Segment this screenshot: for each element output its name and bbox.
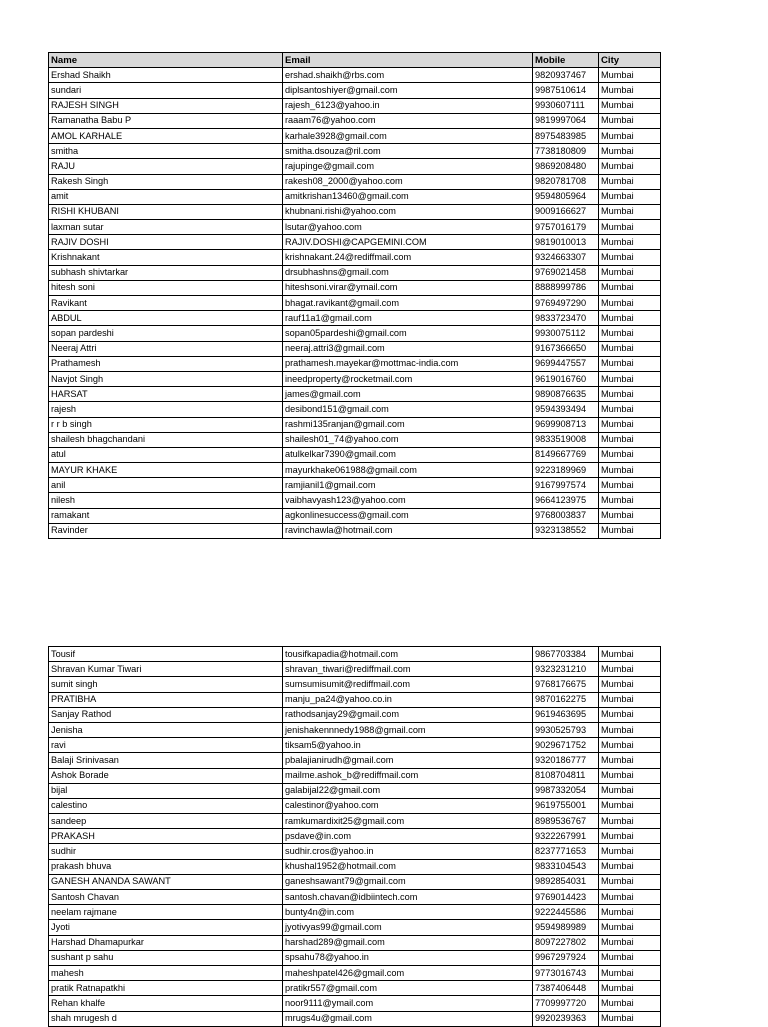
table-row [49, 402, 661, 417]
cell-city: Mumbai [599, 463, 661, 478]
cell-email: ramjianil1@gmail.com [283, 478, 533, 493]
cell-mobile: 9930075112 [533, 326, 599, 341]
cell-name: RISHI KHUBANI [49, 204, 283, 219]
contacts-table-2 [48, 646, 661, 1027]
table-row [49, 371, 661, 386]
cell-city: Mumbai [599, 402, 661, 417]
cell-city: Mumbai [599, 1011, 661, 1026]
cell-name: Balaji Srinivasan [49, 753, 283, 768]
cell-name: ravi [49, 738, 283, 753]
table-row [49, 250, 661, 265]
cell-email: agkonlinesuccess@gmail.com [283, 508, 533, 523]
cell-mobile: 9664123975 [533, 493, 599, 508]
cell-email: james@gmail.com [283, 387, 533, 402]
cell-mobile: 8975483985 [533, 128, 599, 143]
cell-name: RAJU [49, 159, 283, 174]
cell-email: rajesh_6123@yahoo.in [283, 98, 533, 113]
cell-mobile: 9987332054 [533, 783, 599, 798]
cell-city: Mumbai [599, 174, 661, 189]
cell-name: neelam rajmane [49, 905, 283, 920]
cell-email: maheshpatel426@gmail.com [283, 965, 533, 980]
cell-mobile: 9619755001 [533, 798, 599, 813]
table-row [49, 798, 661, 813]
cell-city: Mumbai [599, 144, 661, 159]
cell-mobile: 8237771653 [533, 844, 599, 859]
cell-mobile: 9029671752 [533, 738, 599, 753]
cell-email: ravinchawla@hotmail.com [283, 523, 533, 538]
table-row [49, 662, 661, 677]
cell-city: Mumbai [599, 753, 661, 768]
cell-mobile: 9594393494 [533, 402, 599, 417]
cell-name: sumit singh [49, 677, 283, 692]
cell-mobile: 9892854031 [533, 874, 599, 889]
cell-mobile: 8108704811 [533, 768, 599, 783]
cell-name: RAJIV DOSHI [49, 235, 283, 250]
cell-email: sumsumisumit@rediffmail.com [283, 677, 533, 692]
cell-email: krishnakant.24@rediffmail.com [283, 250, 533, 265]
cell-email: karhale3928@gmail.com [283, 128, 533, 143]
table-row [49, 965, 661, 980]
cell-name: Tousif [49, 647, 283, 662]
cell-city: Mumbai [599, 341, 661, 356]
cell-mobile: 9323231210 [533, 662, 599, 677]
cell-email: vaibhavyash123@yahoo.com [283, 493, 533, 508]
table-row [49, 447, 661, 462]
cell-email: jyotivyas99@gmail.com [283, 920, 533, 935]
cell-mobile: 9819010013 [533, 235, 599, 250]
cell-city: Mumbai [599, 189, 661, 204]
cell-name: MAYUR KHAKE [49, 463, 283, 478]
table-row [49, 783, 661, 798]
table-row [49, 432, 661, 447]
cell-mobile: 9768003837 [533, 508, 599, 523]
cell-mobile: 9324663307 [533, 250, 599, 265]
cell-mobile: 9699908713 [533, 417, 599, 432]
table-row [49, 768, 661, 783]
cell-email: RAJIV.DOSHI@CAPGEMINI.COM [283, 235, 533, 250]
table-row [49, 890, 661, 905]
cell-city: Mumbai [599, 417, 661, 432]
table-row [49, 68, 661, 83]
cell-mobile: 9967297924 [533, 950, 599, 965]
cell-name: Prathamesh [49, 356, 283, 371]
cell-email: rashmi135ranjan@gmail.com [283, 417, 533, 432]
cell-city: Mumbai [599, 692, 661, 707]
cell-name: HARSAT [49, 387, 283, 402]
cell-city: Mumbai [599, 768, 661, 783]
cell-mobile: 9820937467 [533, 68, 599, 83]
table-row [49, 859, 661, 874]
cell-email: diplsantoshiyer@gmail.com [283, 83, 533, 98]
cell-mobile: 9870162275 [533, 692, 599, 707]
cell-mobile: 9920239363 [533, 1011, 599, 1026]
cell-mobile: 9769021458 [533, 265, 599, 280]
cell-email: tiksam5@yahoo.in [283, 738, 533, 753]
cell-name: PRATIBHA [49, 692, 283, 707]
cell-email: ineedproperty@rocketmail.com [283, 371, 533, 386]
cell-city: Mumbai [599, 265, 661, 280]
cell-mobile: 9699447557 [533, 356, 599, 371]
cell-mobile: 8149667769 [533, 447, 599, 462]
cell-mobile: 9769014423 [533, 890, 599, 905]
cell-mobile: 9833104543 [533, 859, 599, 874]
cell-city: Mumbai [599, 965, 661, 980]
cell-city: Mumbai [599, 874, 661, 889]
table-row [49, 235, 661, 250]
cell-city: Mumbai [599, 647, 661, 662]
cell-city: Mumbai [599, 905, 661, 920]
cell-email: pratikr557@gmail.com [283, 981, 533, 996]
cell-mobile: 9819997064 [533, 113, 599, 128]
cell-city: Mumbai [599, 859, 661, 874]
cell-name: Ravikant [49, 296, 283, 311]
table-row [49, 98, 661, 113]
table-row [49, 508, 661, 523]
cell-mobile: 7709997720 [533, 996, 599, 1011]
table-row [49, 356, 661, 371]
table-row [49, 311, 661, 326]
table-row [49, 189, 661, 204]
cell-email: desibond151@gmail.com [283, 402, 533, 417]
cell-email: tousifkapadia@hotmail.com [283, 647, 533, 662]
cell-email: rauf11a1@gmail.com [283, 311, 533, 326]
cell-name: anil [49, 478, 283, 493]
cell-email: harshad289@gmail.com [283, 935, 533, 950]
cell-name: Neeraj Attri [49, 341, 283, 356]
cell-city: Mumbai [599, 326, 661, 341]
cell-city: Mumbai [599, 950, 661, 965]
table-row [49, 647, 661, 662]
cell-name: Ravinder [49, 523, 283, 538]
cell-name: sundari [49, 83, 283, 98]
cell-mobile: 8989536767 [533, 814, 599, 829]
cell-city: Mumbai [599, 783, 661, 798]
cell-email: ganeshsawant79@gmail.com [283, 874, 533, 889]
cell-email: ershad.shaikh@rbs.com [283, 68, 533, 83]
table-row [49, 128, 661, 143]
table-row [49, 874, 661, 889]
cell-city: Mumbai [599, 707, 661, 722]
cell-email: raaam76@yahoo.com [283, 113, 533, 128]
cell-city: Mumbai [599, 250, 661, 265]
cell-name: Harshad Dhamapurkar [49, 935, 283, 950]
table-row [49, 113, 661, 128]
cell-mobile: 9757016179 [533, 220, 599, 235]
cell-name: Navjot Singh [49, 371, 283, 386]
cell-name: RAJESH SINGH [49, 98, 283, 113]
cell-name: atul [49, 447, 283, 462]
cell-email: drsubhashns@gmail.com [283, 265, 533, 280]
cell-name: mahesh [49, 965, 283, 980]
cell-mobile: 9619463695 [533, 707, 599, 722]
cell-email: santosh.chavan@idbiintech.com [283, 890, 533, 905]
cell-city: Mumbai [599, 478, 661, 493]
cell-city: Mumbai [599, 844, 661, 859]
cell-email: atulkelkar7390@gmail.com [283, 447, 533, 462]
table-row [49, 159, 661, 174]
cell-city: Mumbai [599, 662, 661, 677]
table-row [49, 753, 661, 768]
table-row [49, 326, 661, 341]
cell-city: Mumbai [599, 356, 661, 371]
cell-name: Santosh Chavan [49, 890, 283, 905]
cell-name: Jyoti [49, 920, 283, 935]
cell-mobile: 8888999786 [533, 280, 599, 295]
cell-email: pbalajianirudh@gmail.com [283, 753, 533, 768]
cell-city: Mumbai [599, 508, 661, 523]
table-row [49, 523, 661, 538]
cell-email: mayurkhake061988@gmail.com [283, 463, 533, 478]
cell-name: rajesh [49, 402, 283, 417]
cell-mobile: 9167366650 [533, 341, 599, 356]
cell-name: bijal [49, 783, 283, 798]
cell-name: laxman sutar [49, 220, 283, 235]
cell-name: subhash shivtarkar [49, 265, 283, 280]
cell-city: Mumbai [599, 159, 661, 174]
cell-city: Mumbai [599, 68, 661, 83]
cell-city: Mumbai [599, 829, 661, 844]
cell-email: noor9111@ymail.com [283, 996, 533, 1011]
cell-city: Mumbai [599, 996, 661, 1011]
cell-name: sushant p sahu [49, 950, 283, 965]
cell-name: ramakant [49, 508, 283, 523]
cell-mobile: 9769497290 [533, 296, 599, 311]
cell-email: manju_pa24@yahoo.co.in [283, 692, 533, 707]
cell-name: ABDUL [49, 311, 283, 326]
table-row [49, 920, 661, 935]
cell-email: rathodsanjay29@gmail.com [283, 707, 533, 722]
cell-name: sopan pardeshi [49, 326, 283, 341]
cell-mobile: 9930607111 [533, 98, 599, 113]
cell-mobile: 9009166627 [533, 204, 599, 219]
cell-name: AMOL KARHALE [49, 128, 283, 143]
cell-name: GANESH ANANDA SAWANT [49, 874, 283, 889]
contacts-table-1 [48, 52, 661, 539]
cell-email: mailme.ashok_b@rediffmail.com [283, 768, 533, 783]
cell-email: shravan_tiwari@rediffmail.com [283, 662, 533, 677]
cell-email: shailesh01_74@yahoo.com [283, 432, 533, 447]
cell-name: Ershad Shaikh [49, 68, 283, 83]
cell-name: Krishnakant [49, 250, 283, 265]
table-row [49, 478, 661, 493]
table-row [49, 463, 661, 478]
cell-mobile: 9930525793 [533, 722, 599, 737]
table-row [49, 905, 661, 920]
cell-mobile: 9320186777 [533, 753, 599, 768]
cell-mobile: 8097227802 [533, 935, 599, 950]
table-row [49, 722, 661, 737]
cell-city: Mumbai [599, 387, 661, 402]
cell-name: calestino [49, 798, 283, 813]
table-row [49, 174, 661, 189]
cell-email: smitha.dsouza@ril.com [283, 144, 533, 159]
table-row [49, 220, 661, 235]
cell-mobile: 9222445586 [533, 905, 599, 920]
cell-name: Sanjay Rathod [49, 707, 283, 722]
cell-mobile: 9890876635 [533, 387, 599, 402]
cell-name: prakash bhuva [49, 859, 283, 874]
cell-name: nilesh [49, 493, 283, 508]
cell-city: Mumbai [599, 722, 661, 737]
cell-mobile: 9867703384 [533, 647, 599, 662]
cell-city: Mumbai [599, 83, 661, 98]
cell-email: lsutar@yahoo.com [283, 220, 533, 235]
cell-email: jenishakennnedy1988@gmail.com [283, 722, 533, 737]
cell-mobile: 9167997574 [533, 478, 599, 493]
cell-city: Mumbai [599, 677, 661, 692]
table-row [49, 144, 661, 159]
cell-name: Rehan khalfe [49, 996, 283, 1011]
cell-mobile: 9820781708 [533, 174, 599, 189]
cell-city: Mumbai [599, 280, 661, 295]
cell-city: Mumbai [599, 235, 661, 250]
cell-email: rajupinge@gmail.com [283, 159, 533, 174]
cell-city: Mumbai [599, 98, 661, 113]
table-row [49, 707, 661, 722]
cell-city: Mumbai [599, 220, 661, 235]
cell-email: hiteshsoni.virar@ymail.com [283, 280, 533, 295]
table-row [49, 981, 661, 996]
cell-email: prathamesh.mayekar@mottmac-india.com [283, 356, 533, 371]
cell-name: pratik Ratnapatkhi [49, 981, 283, 996]
cell-email: mrugs4u@gmail.com [283, 1011, 533, 1026]
table-row [49, 950, 661, 965]
cell-city: Mumbai [599, 204, 661, 219]
table-row [49, 280, 661, 295]
cell-name: Shravan Kumar Tiwari [49, 662, 283, 677]
cell-city: Mumbai [599, 981, 661, 996]
cell-mobile: 9594805964 [533, 189, 599, 204]
cell-email: sopan05pardeshi@gmail.com [283, 326, 533, 341]
cell-name: PRAKASH [49, 829, 283, 844]
cell-city: Mumbai [599, 447, 661, 462]
cell-email: psdave@in.com [283, 829, 533, 844]
cell-email: sudhir.cros@yahoo.in [283, 844, 533, 859]
cell-mobile: 9833723470 [533, 311, 599, 326]
cell-mobile: 9773016743 [533, 965, 599, 980]
cell-email: amitkrishan13460@gmail.com [283, 189, 533, 204]
table-row [49, 493, 661, 508]
cell-name: sandeep [49, 814, 283, 829]
cell-mobile: 9619016760 [533, 371, 599, 386]
cell-mobile: 9322267991 [533, 829, 599, 844]
cell-email: khubnani.rishi@yahoo.com [283, 204, 533, 219]
cell-mobile: 9833519008 [533, 432, 599, 447]
table-row [49, 265, 661, 280]
table-row [49, 341, 661, 356]
cell-email: rakesh08_2000@yahoo.com [283, 174, 533, 189]
cell-mobile: 7387406448 [533, 981, 599, 996]
cell-city: Mumbai [599, 935, 661, 950]
cell-name: hitesh soni [49, 280, 283, 295]
table-row [49, 296, 661, 311]
cell-city: Mumbai [599, 113, 661, 128]
cell-name: r r b singh [49, 417, 283, 432]
cell-mobile: 7738180809 [533, 144, 599, 159]
cell-city: Mumbai [599, 493, 661, 508]
cell-city: Mumbai [599, 432, 661, 447]
table-row [49, 935, 661, 950]
header-mobile: Mobile [533, 53, 599, 68]
cell-city: Mumbai [599, 371, 661, 386]
cell-name: Ashok Borade [49, 768, 283, 783]
cell-mobile: 9223189969 [533, 463, 599, 478]
cell-email: bhagat.ravikant@gmail.com [283, 296, 533, 311]
header-city: City [599, 53, 661, 68]
cell-name: Jenisha [49, 722, 283, 737]
cell-name: smitha [49, 144, 283, 159]
header-name: Name [49, 53, 283, 68]
cell-name: Rakesh Singh [49, 174, 283, 189]
table-row [49, 204, 661, 219]
table-row [49, 814, 661, 829]
cell-mobile: 9323138552 [533, 523, 599, 538]
cell-name: Ramanatha Babu P [49, 113, 283, 128]
table-row [49, 738, 661, 753]
cell-email: khushal1952@hotmail.com [283, 859, 533, 874]
cell-email: neeraj.attri3@gmail.com [283, 341, 533, 356]
table-row [49, 829, 661, 844]
cell-name: amit [49, 189, 283, 204]
cell-city: Mumbai [599, 311, 661, 326]
header-row [49, 53, 661, 68]
cell-email: galabijal22@gmail.com [283, 783, 533, 798]
cell-email: ramkumardixit25@gmail.com [283, 814, 533, 829]
cell-city: Mumbai [599, 128, 661, 143]
cell-name: sudhir [49, 844, 283, 859]
table-row [49, 692, 661, 707]
cell-city: Mumbai [599, 920, 661, 935]
header-email: Email [283, 53, 533, 68]
cell-email: calestinor@yahoo.com [283, 798, 533, 813]
cell-email: spsahu78@yahoo.in [283, 950, 533, 965]
cell-mobile: 9768176675 [533, 677, 599, 692]
cell-city: Mumbai [599, 798, 661, 813]
cell-email: bunty4n@in.com [283, 905, 533, 920]
cell-mobile: 9869208480 [533, 159, 599, 174]
table-row [49, 677, 661, 692]
table-row [49, 844, 661, 859]
cell-mobile: 9987510614 [533, 83, 599, 98]
cell-name: shah mrugesh d [49, 1011, 283, 1026]
table-row [49, 996, 661, 1011]
table-row [49, 83, 661, 98]
cell-city: Mumbai [599, 890, 661, 905]
cell-city: Mumbai [599, 296, 661, 311]
cell-city: Mumbai [599, 738, 661, 753]
table-row [49, 387, 661, 402]
cell-name: shailesh bhagchandani [49, 432, 283, 447]
cell-city: Mumbai [599, 523, 661, 538]
cell-mobile: 9594989989 [533, 920, 599, 935]
cell-city: Mumbai [599, 814, 661, 829]
table-row [49, 417, 661, 432]
